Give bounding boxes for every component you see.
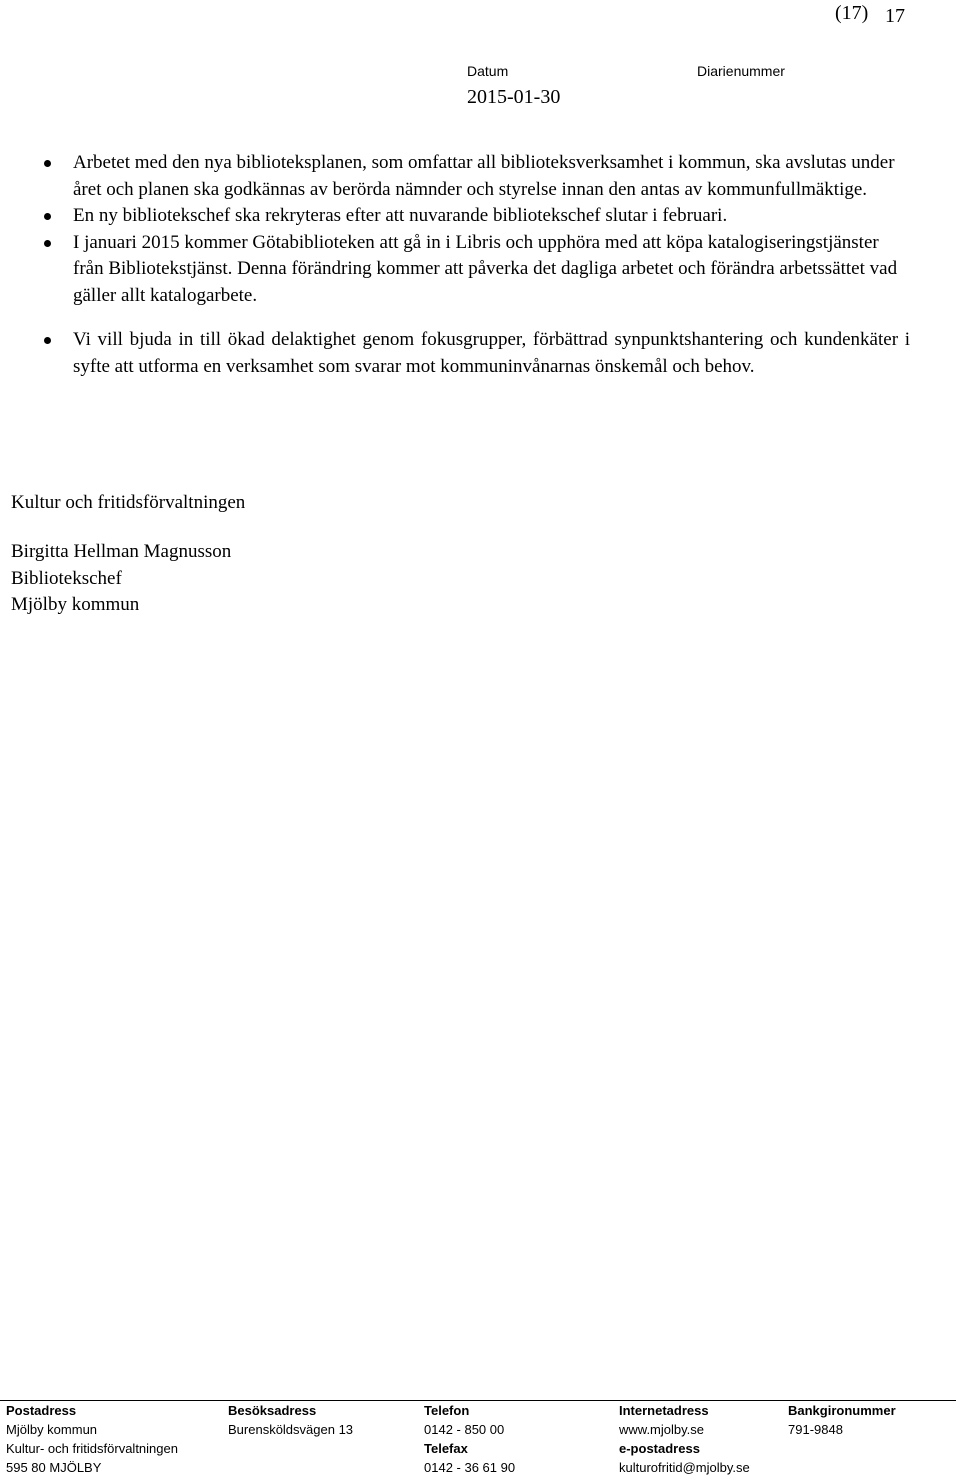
bullet-icon (44, 337, 51, 344)
footer-postadress-line: 595 80 MJÖLBY (6, 1460, 102, 1475)
footer-besoksadress-label: Besöksadress (228, 1403, 317, 1418)
date-value: 2015-01-30 (467, 86, 561, 108)
signature-block (11, 539, 231, 619)
footer-telefon: 0142 - 850 00 (424, 1422, 505, 1437)
footer-postadress-line: Kultur- och fritidsförvaltningen (6, 1441, 178, 1456)
footer-internet-link[interactable]: www.mjolby.se (619, 1422, 705, 1437)
bullet-icon (44, 240, 51, 247)
list-item (40, 327, 910, 380)
footer-divider (0, 1400, 956, 1401)
footer-postadress-line: Mjölby kommun (6, 1422, 98, 1437)
diarienummer-label: Diarienummer (697, 63, 785, 79)
list-item-text: I januari 2015 kommer Götabiblioteken att gå in i Libris och upphöra med att köpa katalogiseringstjänster från Bibliotekstjänst. Denna förändring kommer att påverka det dagliga arbetet och förändra arbetssättet vad gäller allt katalogarbete. (73, 231, 898, 306)
signatory-title: Bibliotekschef (11, 567, 122, 589)
signatory-name: Birgitta Hellman Magnusson (11, 541, 232, 562)
list-item-text: Arbetet med den nya biblioteksplanen, som omfattar all biblioteksverksamhet i kommun, ska avslutas under året och planen ska godkännas av berörda nämnder och styrelse innan den antas av kommunfullmäktige. (73, 152, 895, 200)
footer-bankgiro-label: Bankgironummer (788, 1403, 896, 1418)
footer-epost-link[interactable]: kulturofritid@mjolby.se (619, 1460, 750, 1475)
footer-postadress-label: Postadress (6, 1403, 77, 1418)
date-label: Datum (467, 63, 509, 79)
footer-telefon-label: Telefon (424, 1403, 470, 1418)
list-item-text: En ny bibliotekschef ska rekryteras efter att nuvarande bibliotekschef slutar i februari. (73, 205, 728, 226)
list-item (40, 230, 910, 310)
footer-bankgiro: 791-9848 (788, 1422, 843, 1437)
department-name: Kultur och fritidsförvaltningen (11, 492, 246, 513)
footer-telefax-label: Telefax (424, 1441, 468, 1456)
signatory-organization: Mjölby kommun (11, 594, 140, 615)
page-number: 17 (885, 5, 905, 27)
bullet-icon (44, 213, 51, 220)
page-number-parenthesized: (17) (835, 2, 869, 24)
bullet-icon (44, 160, 51, 167)
list-item (40, 150, 910, 203)
bullet-list (40, 150, 910, 380)
list-item-text: Vi vill bjuda in till ökad delaktighet genom fokusgrupper, förbättrad synpunktshantering och kundenkäter i syfte att utforma en verksamhet som svarar mot kommuninvånarnas önskemål och behov. (73, 329, 910, 377)
list-item (40, 203, 910, 230)
footer-internet-label: Internetadress (619, 1403, 709, 1418)
footer-besoksadress: Burensköldsvägen 13 (228, 1422, 354, 1437)
footer-telefax: 0142 - 36 61 90 (424, 1460, 516, 1475)
footer-epost-label: e-postadress (619, 1441, 700, 1456)
